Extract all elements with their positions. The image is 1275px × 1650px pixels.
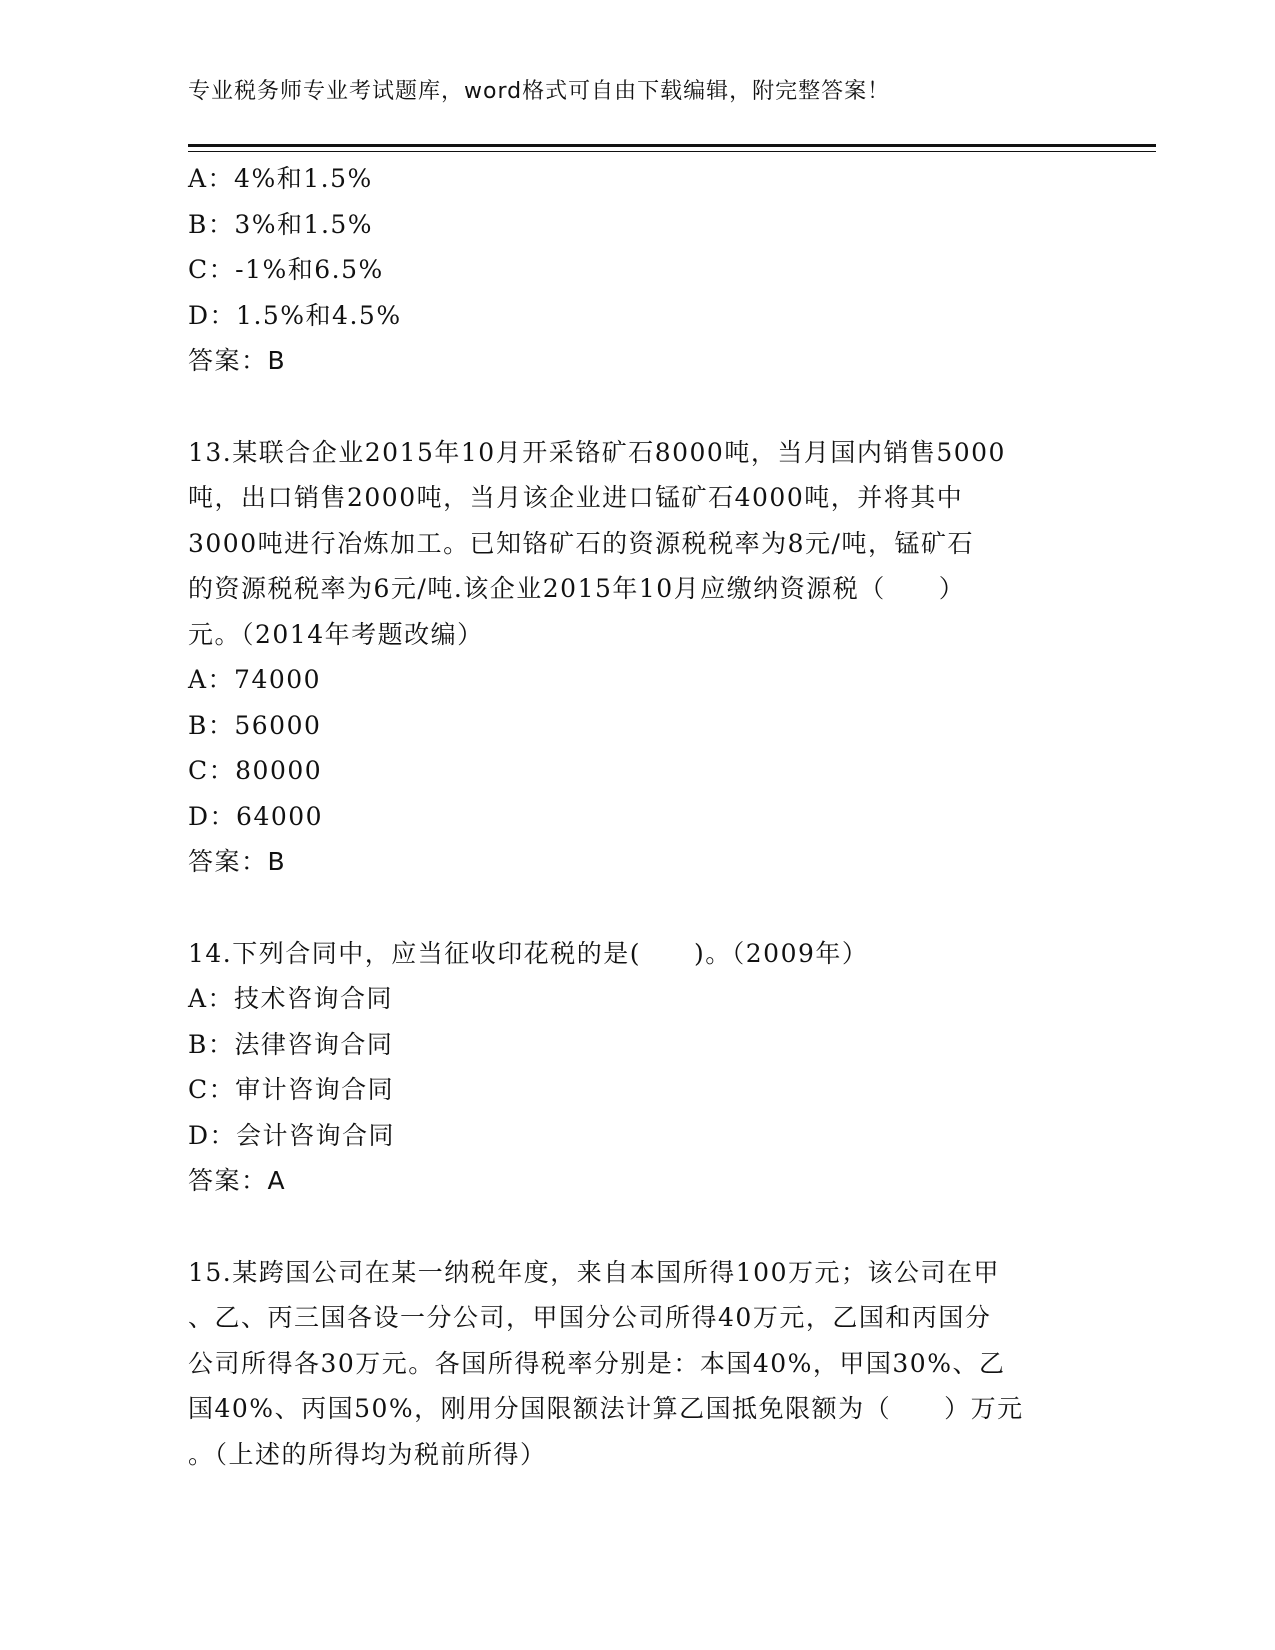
question-stem-line: 的资源税税率为6元/吨.该企业2015年10月应缴纳资源税（ ） <box>188 574 966 603</box>
question-stem-line: 、乙、丙三国各设一分公司，甲国分公司所得40万元，乙国和丙国分 <box>188 1303 992 1332</box>
option-c: C：-1%和6.5% <box>188 255 384 284</box>
question-15 <box>188 1250 1088 1478</box>
option-d: D：64000 <box>188 801 324 831</box>
question-stem-line: 。（上述的所得均为税前所得） <box>188 1439 547 1469</box>
answer: 答案：A <box>188 1166 287 1195</box>
page-header: 专业税务师专业考试题库，word格式可自由下载编辑，附完整答案！ <box>188 79 891 104</box>
option-a: A：技术咨询合同 <box>188 984 394 1013</box>
header-rule <box>188 144 1156 147</box>
question-stem-line: 13.某联合企业2015年10月开采铬矿石8000吨，当月国内销售5000 <box>188 437 1006 467</box>
option-c: C：80000 <box>188 756 323 785</box>
question-stem-line: 15.某跨国公司在某一纳税年度，来自本国所得100万元；该公司在甲 <box>188 1257 1000 1287</box>
question-13 <box>188 430 1088 885</box>
header-rule-thin <box>188 151 1156 152</box>
question-stem-line: 元。（2014年考题改编） <box>188 619 484 649</box>
option-d: D：1.5%和4.5% <box>188 300 402 330</box>
question-stem-line: 国40%、丙国50%，刚用分国限额法计算乙国抵免限额为（ ）万元 <box>188 1394 1024 1423</box>
option-b: B：56000 <box>188 710 322 740</box>
option-b: B：3%和1.5% <box>188 209 374 239</box>
option-b: B：法律咨询合同 <box>188 1029 394 1059</box>
question-content <box>188 156 1088 1477</box>
question-12 <box>188 156 1088 384</box>
question-stem-line: 公司所得各30万元。各国所得税率分别是：本国40%，甲国30%、乙 <box>188 1348 1006 1378</box>
option-a: A：4%和1.5% <box>188 164 373 193</box>
option-a: A：74000 <box>188 665 322 694</box>
question-stem-line: 14.下列合同中，应当征收印花税的是( )。（2009年） <box>188 938 869 968</box>
answer: 答案：B <box>188 346 287 375</box>
question-stem-line: 3000吨进行冶炼加工。已知铬矿石的资源税税率为8元/吨，锰矿石 <box>188 528 974 558</box>
question-stem-line: 吨，出口销售2000吨，当月该企业进口锰矿石4000吨，并将其中 <box>188 483 964 512</box>
option-c: C：审计咨询合同 <box>188 1075 395 1104</box>
option-d: D：会计咨询合同 <box>188 1120 396 1150</box>
answer: 答案：B <box>188 847 287 876</box>
question-14 <box>188 931 1088 1204</box>
